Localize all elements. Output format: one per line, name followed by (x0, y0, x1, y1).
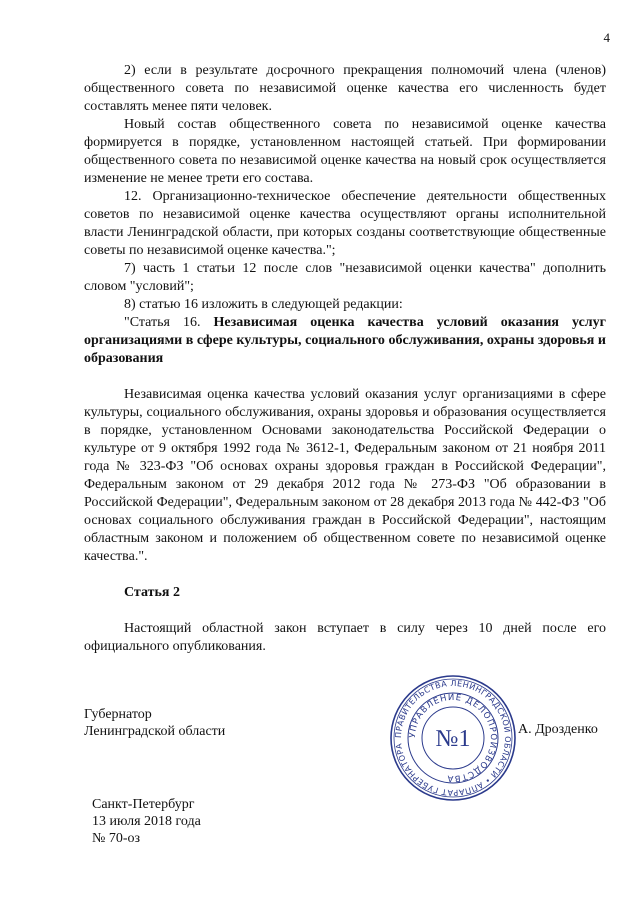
article-2-heading: Статья 2 (124, 585, 180, 600)
article-16-name: Независимая оценка качества условий оказания услуг организациями в сфере культуры, социального обслуживания, охраны здоровья и образования (84, 315, 607, 366)
document-body (84, 62, 606, 656)
signer-position-line-1: Губернатор (84, 707, 152, 722)
paragraph: 12. Организационно-техническое обеспечение деятельности общественных советов по независимой оценке качества осуществляют органы исполнительной власти Ленинградской области, при которых созданы соответствующие общественные советы по независимой оценке качества."; (84, 189, 606, 258)
official-seal (388, 673, 518, 803)
page-number: 4 (603, 30, 610, 45)
signer-position-line-2: Ленинградской области (84, 724, 226, 739)
article-16-title (84, 314, 606, 368)
city: Санкт-Петербург (92, 797, 195, 812)
seal-outer-text: ПРАВИТЕЛЬСТВА ЛЕНИНГРАДСКОЙ ОБЛАСТИ • АППАРАТ ГУБЕРНАТОРА (393, 678, 513, 798)
seal-inner-text: УПРАВЛЕНИЕ ДЕЛОПРОИЗВОДСТВА (407, 692, 499, 784)
paragraph: 7) часть 1 статьи 12 после слов "независимой оценки качества" дополнить словом "условий"; (84, 261, 606, 294)
date: 13 июля 2018 года (92, 814, 201, 829)
signature-block (84, 706, 225, 740)
paragraph: Независимая оценка качества условий оказания услуг организациями в сфере культуры, социального обслуживания, охраны здоровья и образования осуществляется в порядке, установленном Основами законодательства Российской Федерации о культуре от 9 октября 1992 года № 3612-1, Федеральным законом от 21 ноября 2011 года № 323-ФЗ "Об основах охраны здоровья граждан в Российской Федерации", Федеральным законом от 29 декабря 2012 года № 273-ФЗ "Об образовании в Российской Федерации", Федеральным законом от 28 декабря 2013 года № 442-ФЗ "Об основах социального обслуживания граждан в Российской Федерации", настоящим областным законом и положением об общественном совете по независимой оценке качества.". (84, 387, 606, 564)
law-number: № 70-оз (92, 831, 141, 846)
signer-name: А. Дрозденко (518, 722, 598, 737)
paragraph: Новый состав общественного совета по независимой оценке качества формируется в порядке, установленном настоящей статьей. При формировании общественного совета по независимой оценке качества на новый срок осуществляется изменение не менее трети его состава. (84, 117, 606, 186)
paragraph: 2) если в результате досрочного прекращения полномочий члена (членов) общественного совета по независимой оценке качества его численность будет составлять менее пяти человек. (84, 63, 606, 114)
paragraph: 8) статью 16 изложить в следующей редакции: (124, 297, 403, 312)
footer-block (92, 796, 201, 847)
article-16-prefix: "Статья 16. (124, 315, 214, 330)
seal-stamp-icon (388, 673, 518, 803)
paragraph: Настоящий областной закон вступает в силу через 10 дней после его официального опубликования. (84, 621, 606, 654)
seal-number: №1 (435, 726, 471, 752)
